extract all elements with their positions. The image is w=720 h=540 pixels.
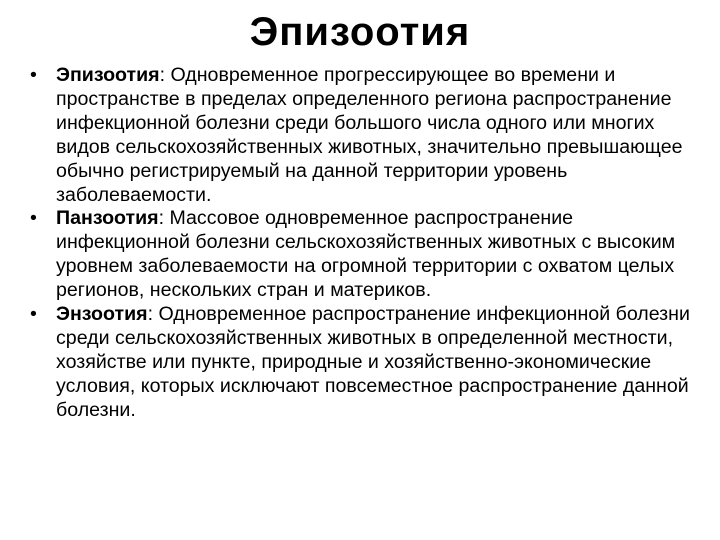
- bullet-term: Панзоотия: [56, 207, 159, 230]
- bullet-term: Энзоотия: [56, 303, 148, 326]
- bullet-item-panzootia: [24, 207, 696, 303]
- slide-title: Эпизоотия: [249, 10, 471, 54]
- bullet-dot-icon: •: [30, 303, 37, 326]
- bullet-definition: : Одновременное прогрессирующее во времени и пространстве в пределах определенного региона распространение инфекционной болезни среди большого числа одного или многих видов сельскохозяйственных животных, значительно превышающее обычно регистрируемый на данной территории уровень заболеваемости.: [56, 64, 683, 206]
- bullet-definition: : Массовое одновременное распространение инфекционной болезни сельскохозяйственных животных с высоким уровнем заболеваемости на огромной территории с охватом целых регионов, нескольких стран и материков.: [56, 207, 676, 302]
- bullet-dot-icon: •: [30, 207, 37, 230]
- bullet-definition: : Одновременное распространение инфекционной болезни среди сельскохозяйственных животных в определенной местности, хозяйстве или пункте, природные и хозяйственно-экономические условия, которых исключают повсеместное распространение данной болезни.: [56, 303, 690, 421]
- bullet-item-enzootia: [24, 303, 696, 423]
- bullet-dot-icon: •: [30, 64, 37, 86]
- bullet-item-epizootia: [24, 64, 696, 207]
- bullet-term: Эпизоотия: [56, 64, 160, 86]
- bullet-list: [24, 64, 696, 423]
